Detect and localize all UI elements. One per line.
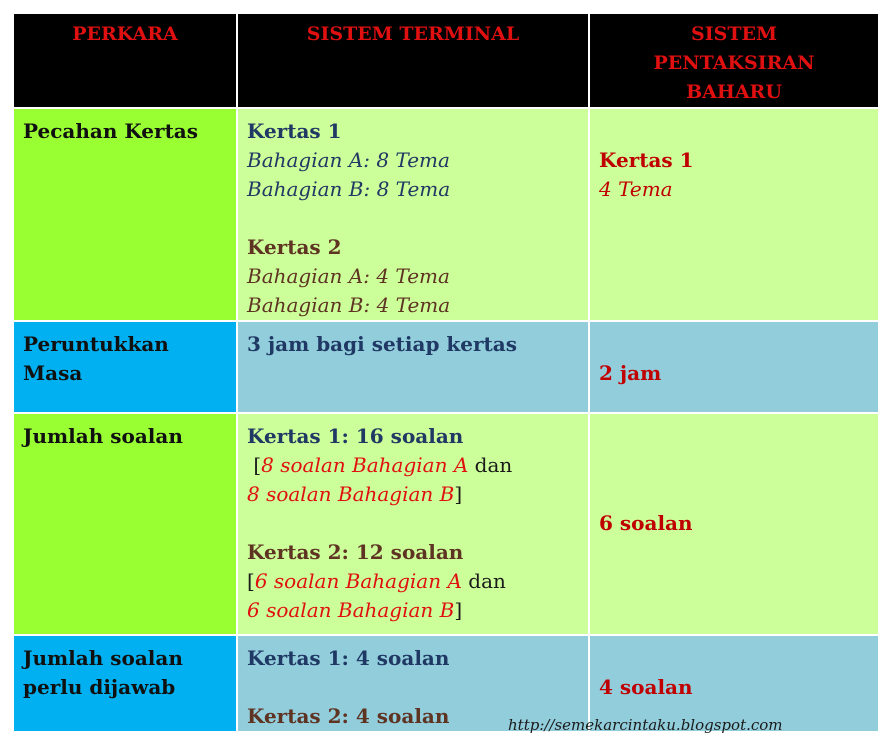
cell-jumlah-label (13, 413, 237, 635)
header-baharu-text: SISTEM PENTAKSIRAN BAHARU (653, 23, 815, 103)
kertas-2-title: Kertas 2 (247, 235, 342, 259)
row-pecahan-kertas (13, 108, 879, 321)
kertas-1-bahagian-b: Bahagian B: 8 Tema (247, 177, 451, 201)
cell-jumlah-terminal (237, 413, 589, 635)
k1-bahagian-a-count: 8 soalan Bahagian A (261, 453, 469, 477)
label-perlu-dijawab: perlu dijawab (23, 675, 176, 699)
header-row (13, 13, 879, 108)
k2-bahagian-b-count: 6 soalan Bahagian B (247, 598, 455, 622)
k2-bahagian-a-count: 6 soalan Bahagian A (254, 569, 462, 593)
k2-connector: dan (468, 569, 506, 593)
label-peruntukkan: Peruntukkan (23, 332, 169, 356)
label-masa: Masa (23, 361, 83, 385)
jumlah-k2-detail-line-2: 6 soalan Bahagian B] (247, 598, 463, 622)
row-jumlah-soalan (13, 413, 879, 635)
jumlah-baharu-text: 6 soalan (599, 511, 693, 535)
cell-pecahan-label (13, 108, 237, 321)
kertas-1-title: Kertas 1 (247, 119, 342, 143)
dijawab-kertas-1: Kertas 1: 4 soalan (247, 646, 450, 670)
source-url: http://semekarcintaku.blogspot.com (508, 716, 783, 734)
k1-connector: dan (474, 453, 513, 477)
label-jumlah-soalan-2: Jumlah soalan (23, 646, 183, 670)
cell-masa-baharu (589, 321, 879, 413)
cell-jumlah-baharu (589, 413, 879, 635)
jumlah-k1-detail-line-2: 8 soalan Bahagian B] (247, 482, 463, 506)
label-pecahan-kertas: Pecahan Kertas (23, 119, 199, 143)
header-perkara-text: PERKARA (72, 23, 178, 45)
masa-terminal-text: 3 jam bagi setiap kertas (247, 332, 517, 356)
cell-pecahan-terminal (237, 108, 589, 321)
baharu-4-tema: 4 Tema (599, 177, 673, 201)
dijawab-kertas-2: Kertas 2: 4 soalan (247, 704, 450, 728)
baharu-kertas-1: Kertas 1 (599, 148, 694, 172)
cell-masa-terminal (237, 321, 589, 413)
row-peruntukkan-masa (13, 321, 879, 413)
cell-masa-label (13, 321, 237, 413)
jumlah-k1-detail-line-1: [8 soalan Bahagian A dan (247, 453, 513, 477)
k1-bahagian-b-count: 8 soalan Bahagian B (247, 482, 455, 506)
jumlah-kertas-2: Kertas 2: 12 soalan (247, 540, 464, 564)
header-sistem-terminal (237, 13, 589, 108)
comparison-table (12, 12, 880, 733)
label-jumlah-soalan: Jumlah soalan (23, 424, 183, 448)
header-perkara (13, 13, 237, 108)
kertas-2-bahagian-a: Bahagian A: 4 Tema (247, 264, 450, 288)
jumlah-kertas-1: Kertas 1: 16 soalan (247, 424, 464, 448)
jumlah-k2-detail-line-1: [6 soalan Bahagian A dan (247, 569, 506, 593)
cell-pecahan-baharu (589, 108, 879, 321)
masa-baharu-text: 2 jam (599, 361, 662, 385)
kertas-1-bahagian-a: Bahagian A: 8 Tema (247, 148, 450, 172)
header-sistem-baharu (589, 13, 879, 108)
header-terminal-text: SISTEM TERMINAL (306, 23, 520, 45)
kertas-2-bahagian-b: Bahagian B: 4 Tema (247, 293, 451, 317)
cell-dijawab-label (13, 635, 237, 732)
dijawab-baharu-text: 4 soalan (599, 675, 693, 699)
